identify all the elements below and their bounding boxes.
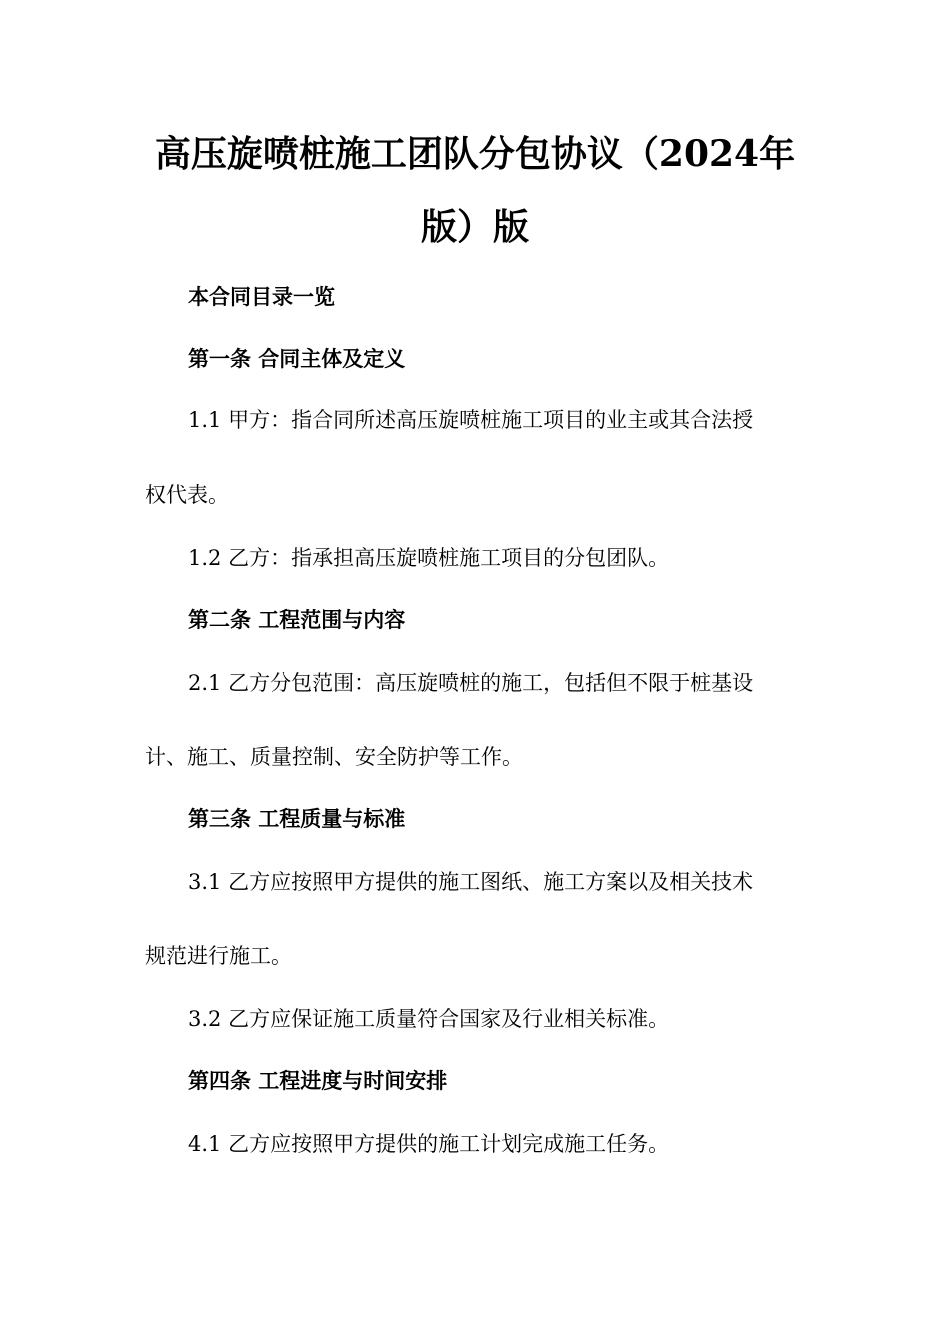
clause-3-1-line-2: 规范进行施工。 (145, 944, 292, 968)
article-2-heading: 第二条 工程范围与内容 (188, 608, 406, 632)
clause-4-1: 4.1 乙方应按照甲方提供的施工计划完成施工任务。 (188, 1132, 670, 1156)
clause-2-1-line-2: 计、施工、质量控制、安全防护等工作。 (145, 745, 523, 769)
clause-1-1-line-1: 1.1 甲方：指合同所述高压旋喷桩施工项目的业主或其合法授 (188, 408, 754, 432)
article-1-heading: 第一条 合同主体及定义 (188, 347, 406, 371)
clause-1-1-line-2: 权代表。 (145, 483, 229, 507)
clause-3-1-line-1: 3.1 乙方应按照甲方提供的施工图纸、施工方案以及相关技术 (188, 870, 754, 894)
toc-heading: 本合同目录一览 (188, 285, 335, 309)
article-3-heading: 第三条 工程质量与标准 (188, 807, 406, 831)
article-4-heading: 第四条 工程进度与时间安排 (188, 1069, 448, 1093)
clause-1-2: 1.2 乙方：指承担高压旋喷桩施工项目的分包团队。 (188, 546, 670, 570)
clause-2-1-line-1: 2.1 乙方分包范围：高压旋喷桩的施工，包括但不限于桩基设 (188, 671, 754, 695)
clause-3-2: 3.2 乙方应保证施工质量符合国家及行业相关标准。 (188, 1007, 670, 1031)
document-title-line-2: 版）版 (420, 206, 529, 248)
document-title-line-1: 高压旋喷桩施工团队分包协议（2024年 (154, 133, 796, 175)
